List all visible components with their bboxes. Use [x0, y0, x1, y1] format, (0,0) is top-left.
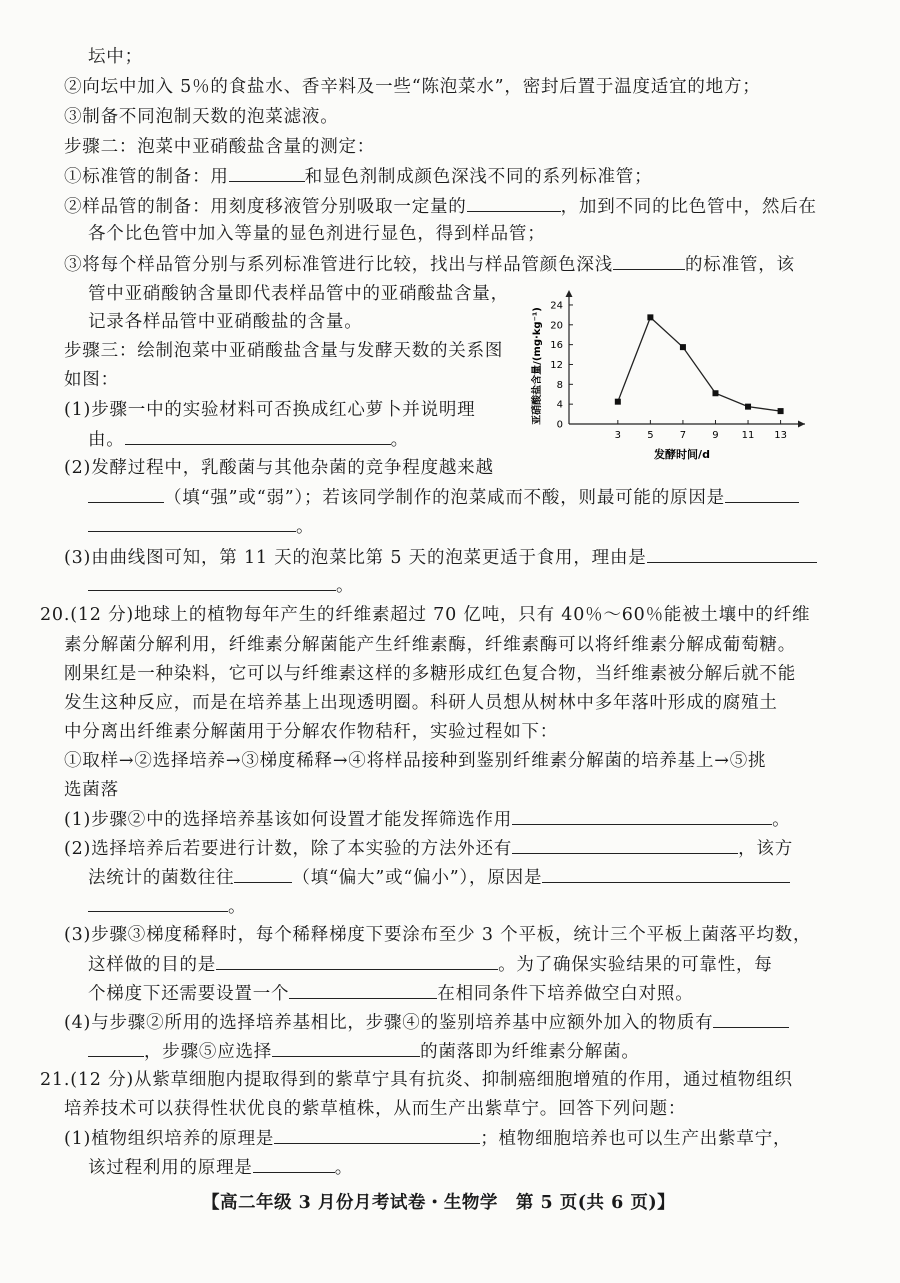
chart-ticks — [550, 300, 787, 441]
text: ；植物细胞培养也可以生产出紫草宁， — [480, 1129, 792, 1149]
x-tick-label: 13 — [774, 430, 787, 441]
text: 该过程利用的原理是 — [88, 1158, 253, 1178]
answer-blank[interactable] — [272, 1038, 420, 1057]
answer-blank[interactable] — [512, 806, 772, 825]
text: 的菌落即为纤维素分解菌。 — [420, 1042, 640, 1062]
q21-line-1: 21.(12 分)从紫草细胞内提取得到的紫草宁具有抗炎、抑制癌细胞增殖的作用，通过植物组织 — [40, 1070, 793, 1090]
answer-blank[interactable] — [647, 544, 817, 563]
q20-line-2: 素分解菌分解利用，纤维素分解菌能产生纤维素酶，纤维素酶可以将纤维素分解成葡萄糖。 — [64, 635, 796, 655]
step2-sample-tube — [64, 193, 817, 220]
text: 这样做的目的是 — [88, 955, 217, 975]
q20-part3-end — [88, 980, 694, 1007]
q19-part2: (2)发酵过程中，乳酸菌与其他杂菌的竞争程度越来越 — [64, 458, 494, 478]
data-point — [615, 399, 621, 405]
q19-part3-end — [88, 572, 354, 599]
text: (1)植物组织培养的原理是 — [64, 1129, 275, 1149]
q20-line-5: 中分离出纤维素分解菌用于分解农作物秸秆，实验过程如下： — [64, 722, 559, 742]
data-point — [712, 390, 718, 396]
text: （填“强”或“弱”）；若该同学制作的泡菜咸而不酸，则最可能的原因是 — [164, 488, 725, 508]
step1-line-3: ③制备不同泡制天数的泡菜滤液。 — [64, 107, 339, 127]
text: (3)由曲线图可知，第 11 天的泡菜比第 5 天的泡菜更适于食用，理由是 — [64, 548, 647, 568]
text: 在相同条件下培养做空白对照。 — [437, 984, 694, 1004]
y-axis-label: 亚硝酸盐含量/(mg·kg⁻¹) — [532, 307, 543, 425]
answer-blank[interactable] — [613, 251, 685, 270]
step2-standard-tube — [64, 163, 652, 190]
text: (4)与步骤②所用的选择培养基相比，步骤④的鉴别培养基中应额外加入的物质有 — [64, 1013, 714, 1033]
y-tick-label: 24 — [550, 300, 563, 312]
q20-line-1: 20.(12 分)地球上的植物每年产生的纤维素超过 70 亿吨，只有 40％～60％能被土壤中的纤维 — [40, 605, 811, 625]
q20-flow-1: ①取样→②选择培养→③梯度稀释→④将样品接种到鉴别纤维素分解菌的培养基上→⑤挑 — [64, 751, 767, 771]
q20-line-4: 发生这种反应，而是在培养基上出现透明圈。科研人员想从树林中多年落叶形成的腐殖土 — [64, 693, 778, 713]
answer-blank[interactable] — [542, 864, 790, 883]
q20-part2-end — [88, 893, 246, 920]
q19-part1-cont — [88, 426, 409, 453]
y-tick-label: 16 — [550, 340, 563, 352]
answer-blank[interactable] — [88, 1038, 144, 1057]
x-tick-label: 9 — [712, 430, 719, 441]
text: ①标准管的制备：用 — [64, 167, 229, 187]
text: 由。 — [88, 430, 125, 450]
answer-blank[interactable] — [467, 193, 561, 212]
text: ②样品管的制备：用刻度移液管分别吸取一定量的 — [64, 197, 467, 217]
series-line — [618, 317, 781, 411]
answer-blank[interactable] — [88, 572, 336, 591]
text: 。 — [228, 897, 247, 917]
q20-part3: (3)步骤③梯度稀释时，每个稀释梯度下要涂布至少 3 个平板，统计三个平板上菌落平均数， — [64, 925, 812, 945]
q20-flow-2: 选菌落 — [64, 780, 119, 800]
answer-blank[interactable] — [88, 893, 228, 912]
text: 法统计的菌数往往 — [88, 868, 235, 888]
text: 和显色剂制成颜色深浅不同的系列标准管； — [304, 167, 653, 187]
q20-part4 — [64, 1009, 789, 1036]
q19-part2-end — [88, 513, 314, 540]
q19-part2-cont — [88, 484, 799, 511]
text: 。为了确保实验结果的可靠性，每 — [498, 955, 773, 975]
answer-blank[interactable] — [274, 1125, 480, 1144]
answer-blank[interactable] — [229, 163, 305, 182]
answer-blank[interactable] — [512, 835, 738, 854]
y-tick-label: 20 — [550, 320, 563, 332]
step3-line-2: 如图： — [64, 370, 119, 390]
q21-line-2: 培养技术可以获得性状优良的紫草植株，从而生产出紫草宁。回答下列问题： — [64, 1099, 687, 1119]
text: 。 — [336, 576, 355, 596]
q21-part1-cont — [88, 1154, 353, 1181]
q20-part2-cont — [88, 864, 790, 891]
answer-blank[interactable] — [253, 1154, 335, 1173]
step2-compare-cont-1: 管中亚硝酸钠含量即代表样品管中的亚硝酸盐含量， — [88, 284, 509, 304]
nitrite-content-chart — [525, 286, 815, 464]
q19-part1: (1)步骤一中的实验材料可否换成红心萝卜并说明理 — [64, 400, 476, 420]
y-tick-label: 4 — [556, 399, 563, 411]
data-point — [647, 314, 653, 320]
answer-blank[interactable] — [234, 864, 292, 883]
text: (2)选择培养后若要进行计数，除了本实验的方法外还有 — [64, 839, 513, 859]
x-tick-label: 7 — [679, 430, 687, 441]
chart-axes — [566, 290, 806, 428]
q20-part3-cont — [88, 951, 773, 978]
q20-part4-cont — [88, 1038, 640, 1065]
text: 。 — [334, 1158, 354, 1178]
text: (1)步骤②中的选择培养基该如何设置才能发挥筛选作用 — [64, 810, 513, 830]
x-tick-label: 5 — [647, 430, 654, 441]
answer-blank[interactable] — [216, 951, 498, 970]
x-tick-label: 11 — [741, 430, 755, 441]
data-point — [745, 404, 751, 410]
y-axis-arrow — [566, 290, 573, 297]
answer-blank[interactable] — [289, 980, 437, 999]
chart-series — [615, 314, 784, 414]
y-tick-label: 0 — [556, 419, 563, 431]
q19-part3 — [64, 544, 817, 571]
text: （填“偏大”或“偏小”），原因是 — [292, 868, 543, 888]
answer-blank[interactable] — [713, 1009, 789, 1028]
y-tick-label: 8 — [556, 379, 563, 391]
text: 。 — [296, 517, 315, 537]
step2-heading: 步骤二：泡菜中亚硝酸盐含量的测定： — [64, 137, 376, 157]
text: 。 — [390, 430, 409, 450]
q20-line-3: 刚果红是一种染料，它可以与纤维素这样的多糖形成红色复合物，当纤维素被分解后就不能 — [64, 664, 796, 684]
text: 个梯度下还需要设置一个 — [88, 984, 290, 1004]
q21-part1 — [64, 1125, 791, 1152]
step2-sample-tube-cont: 各个比色管中加入等量的显色剂进行显色，得到样品管； — [88, 224, 546, 244]
answer-blank[interactable] — [125, 426, 391, 445]
data-point — [778, 408, 784, 414]
answer-blank[interactable] — [725, 484, 799, 503]
step1-line-1: 坛中； — [88, 47, 143, 67]
y-tick-label: 12 — [550, 359, 563, 371]
text: ，该方 — [738, 839, 793, 859]
step2-compare-cont-2: 记录各样品管中亚硝酸盐的含量。 — [88, 312, 363, 332]
answer-blank[interactable] — [88, 484, 164, 503]
data-point — [680, 344, 686, 350]
step2-compare — [64, 251, 795, 278]
x-axis-arrow — [798, 421, 805, 428]
x-axis-label: 发酵时间/d — [654, 448, 710, 461]
text: 。 — [772, 810, 791, 830]
text: ，加到不同的比色管中，然后在 — [560, 197, 817, 217]
x-tick-label: 3 — [614, 430, 622, 441]
text: ③将每个样品管分别与系列标准管进行比较，找出与样品管颜色深浅 — [64, 255, 613, 275]
step1-line-2: ②向坛中加入 5％的食盐水、香辛料及一些“陈泡菜水”，密封后置于温度适宜的地方； — [64, 77, 761, 97]
step3-line-1: 步骤三：绘制泡菜中亚硝酸盐含量与发酵天数的关系图 — [64, 341, 504, 361]
page-footer: 【高二年级 3 月份月考试卷・生物学 第 5 页(共 6 页)】 — [202, 1193, 676, 1213]
text: ，步骤⑤应选择 — [144, 1042, 273, 1062]
text: 的标准管，该 — [685, 255, 795, 275]
answer-blank[interactable] — [88, 513, 296, 532]
q20-part1 — [64, 806, 790, 833]
q20-part2 — [64, 835, 793, 862]
